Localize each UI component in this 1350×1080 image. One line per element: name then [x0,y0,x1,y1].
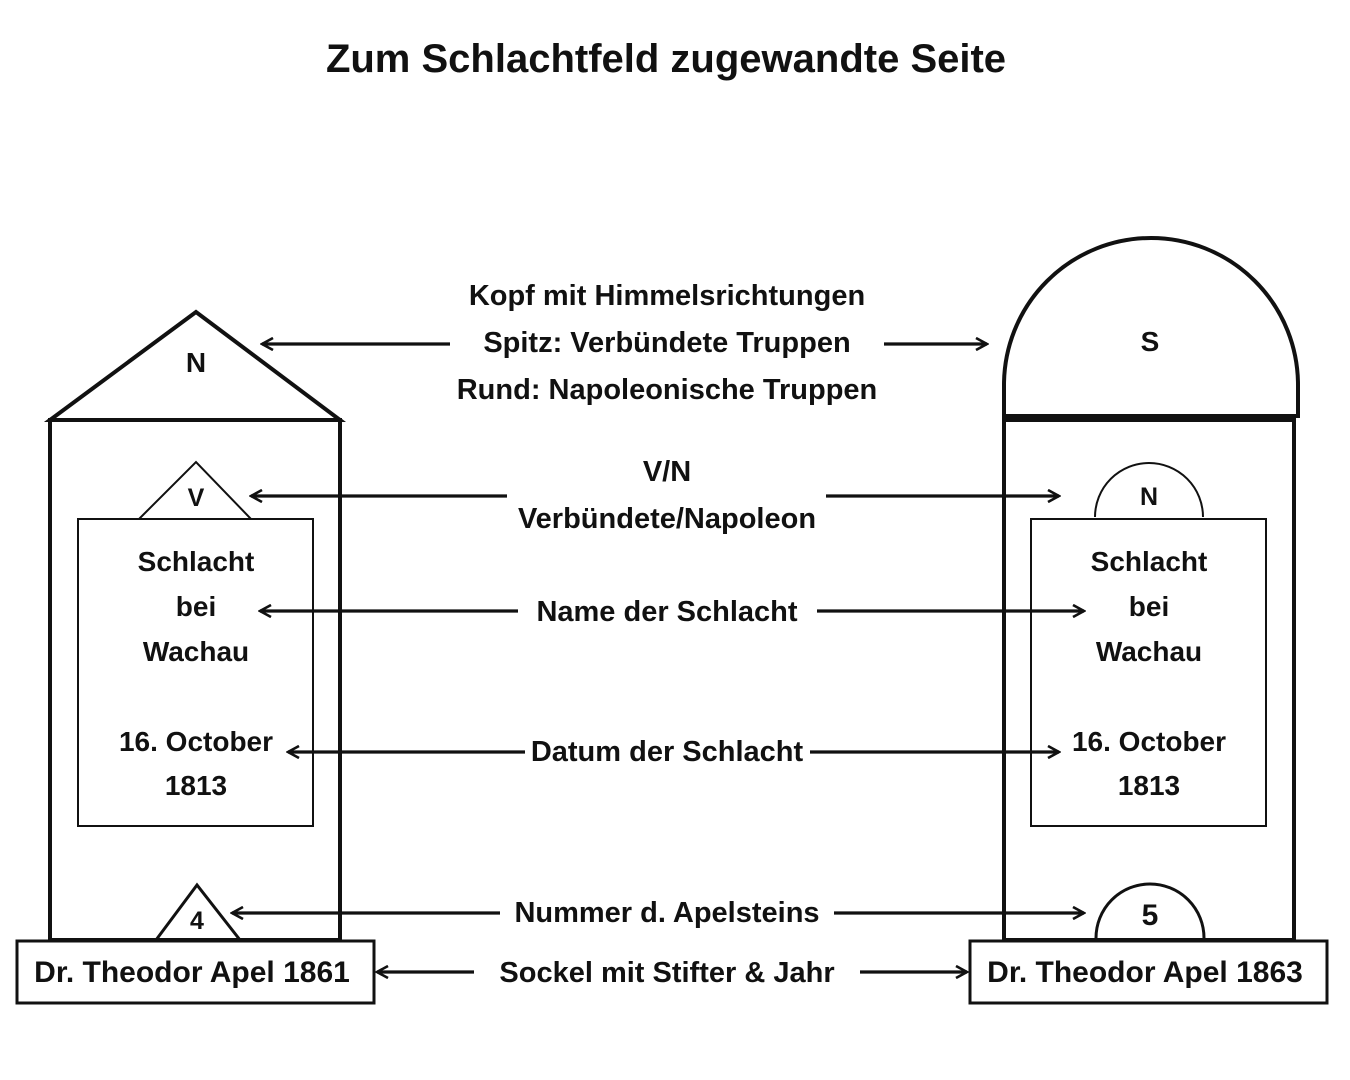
head-label-line-2: Spitz: Verbündete Truppen [483,327,851,359]
right-battle-line-1: Schlacht [1090,546,1208,577]
right-side-letter: N [1139,483,1159,511]
vn-label-line-2: Verbündete/Napoleon [517,503,817,535]
vn-label-line-1: V/N [642,456,692,488]
right-date-line-2: 1813 [1117,770,1181,801]
name-label: Name der Schlacht [536,596,798,628]
head-label-line-1: Kopf mit Himmelsrichtungen [468,280,866,312]
left-head-letter: N [185,347,207,378]
left-battle-line-1: Schlacht [137,546,255,577]
left-plinth-text: Dr. Theodor Apel 1861 [34,956,350,989]
number-label: Nummer d. Apelsteins [514,897,820,929]
right-number: 5 [1141,899,1159,932]
right-battle-line-3: Wachau [1095,636,1203,667]
right-head-letter: S [1140,326,1160,357]
left-battle-line-2: bei [175,591,217,622]
arrows [232,344,1084,972]
left-side-letter: V [187,484,205,512]
left-date-line-2: 1813 [164,770,228,801]
date-label: Datum der Schlacht [530,736,804,768]
right-battle-line-2: bei [1128,591,1170,622]
left-number: 4 [190,907,204,935]
head-label-line-3: Rund: Napoleonische Truppen [456,374,878,406]
base-label: Sockel mit Stifter & Jahr [499,957,835,989]
page-title: Zum Schlachtfeld zugewandte Seite [325,37,1007,81]
left-battle-line-3: Wachau [142,636,250,667]
right-stone [970,238,1327,1003]
left-stone [17,312,374,1003]
left-date-line-1: 16. October [118,726,274,757]
right-date-line-1: 16. October [1071,726,1227,757]
right-plinth-text: Dr. Theodor Apel 1863 [987,956,1303,989]
